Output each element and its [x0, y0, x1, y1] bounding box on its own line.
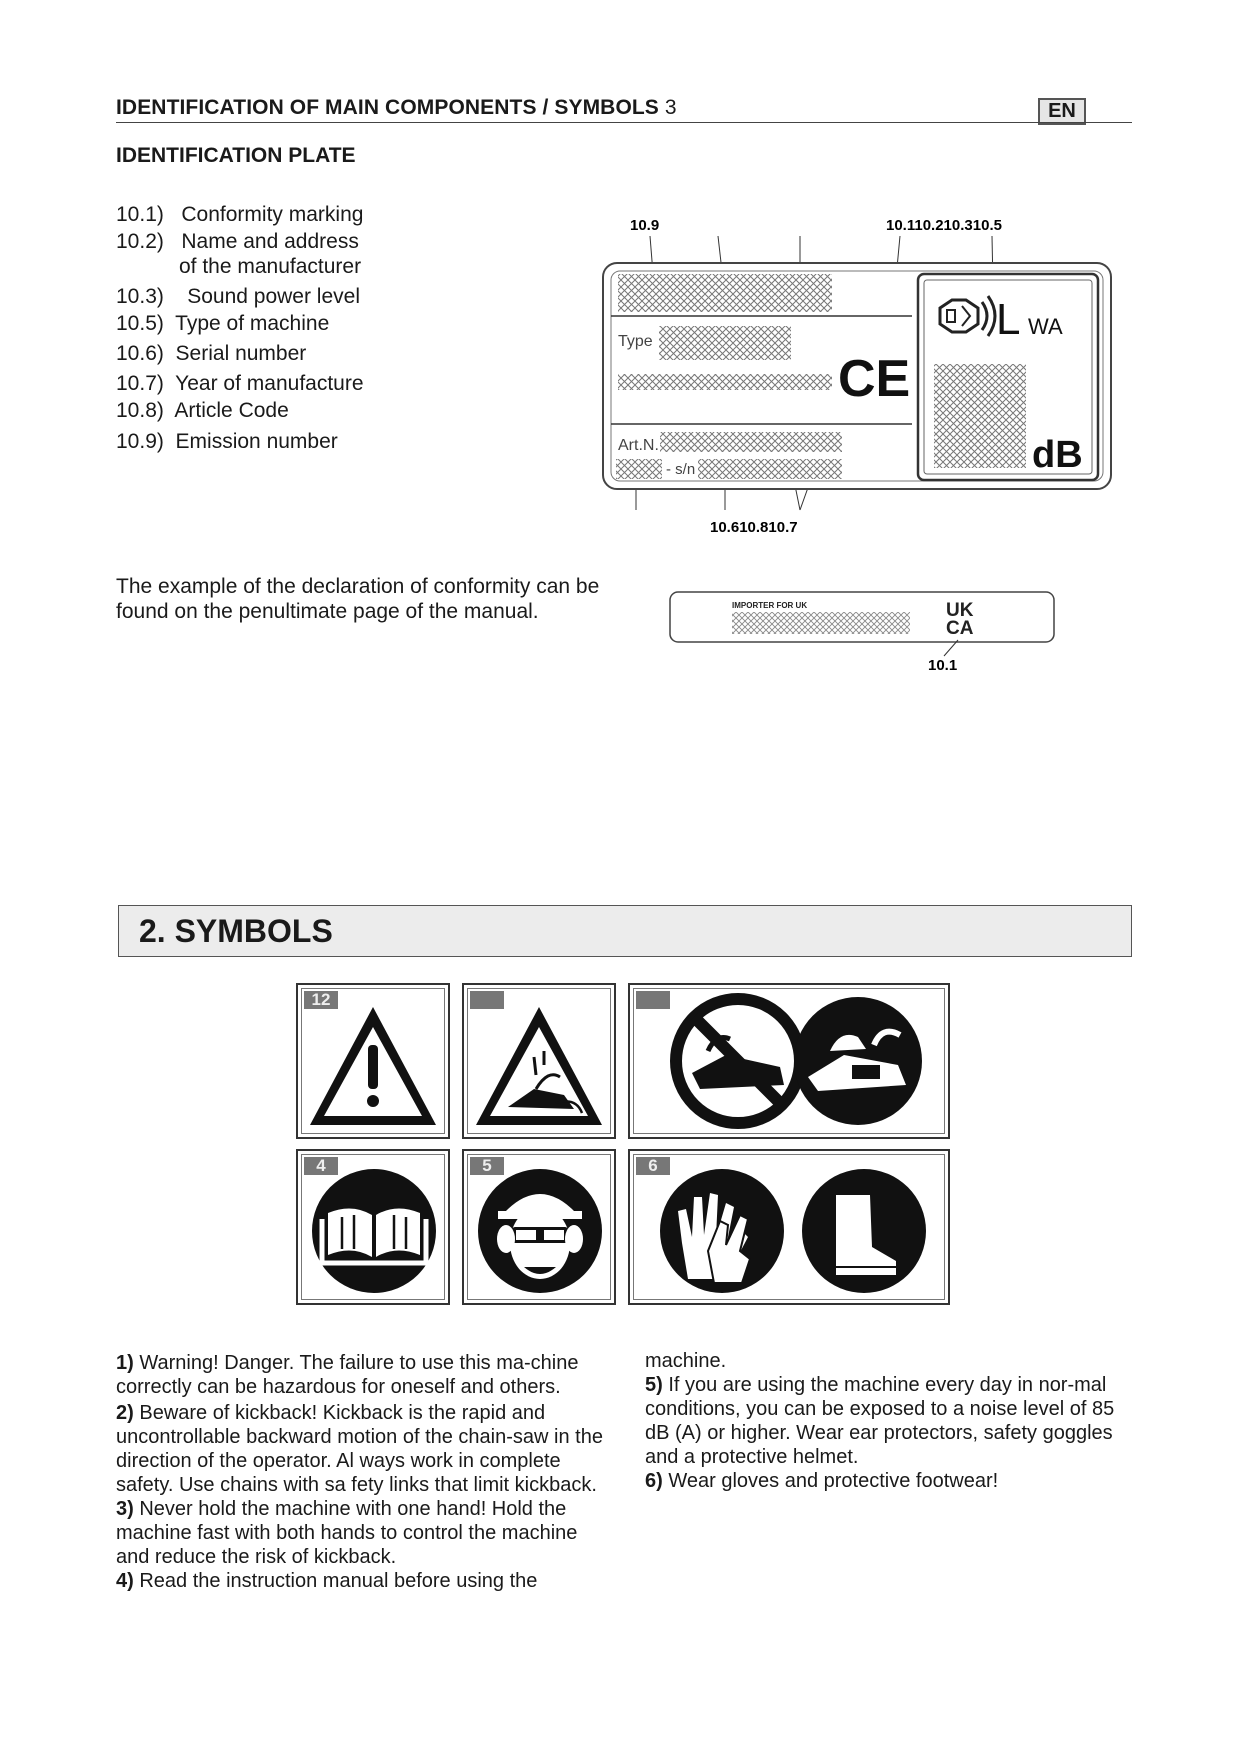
plate-heading: IDENTIFICATION PLATE — [116, 144, 356, 167]
callout-top-right: 10.110.210.310.5 — [886, 217, 1002, 234]
year-field — [616, 459, 662, 479]
uk-importer-plate — [664, 588, 1064, 674]
language-badge: EN — [1038, 98, 1086, 125]
section-title: 2. SYMBOLS — [139, 913, 333, 949]
importer-label: IMPORTER FOR UK — [732, 601, 808, 610]
type-label: Type — [618, 333, 653, 350]
legend-item: 10.3) Sound power level — [116, 285, 360, 308]
symbol-descriptions-right — [645, 1349, 1135, 1493]
tile-number: 4 — [304, 1157, 338, 1175]
tile-number — [470, 991, 504, 1009]
sound-level-field — [934, 364, 1026, 468]
serial-field — [698, 459, 842, 479]
legend-item: 10.7) Year of manufacture — [116, 372, 364, 395]
legend-item: 10.2) Name and address — [116, 230, 359, 253]
type-field — [659, 326, 791, 360]
tile-number — [636, 991, 670, 1009]
one-hand-prohibited-icon — [630, 985, 948, 1137]
page-header — [116, 96, 677, 120]
legend-item: 10.1) Conformity marking — [116, 203, 364, 226]
symbol-tile-two-hands — [628, 983, 950, 1139]
tile-number: 5 — [470, 1157, 504, 1175]
symbol-descriptions-left — [116, 1351, 616, 1593]
plate-legend — [116, 201, 364, 455]
symbol-tile-kickback — [462, 983, 616, 1139]
legend-item-cont: of the manufacturer — [179, 255, 362, 278]
ukca-mark-line2: CA — [946, 618, 974, 639]
article-code-field — [660, 432, 842, 452]
legend-item: 10.6) Serial number — [116, 342, 307, 365]
ukca-mark-line1: UK — [946, 600, 974, 621]
lwa-symbol-l: L — [996, 295, 1021, 344]
description-4-continued: machine. — [645, 1350, 727, 1372]
header-divider — [116, 122, 1132, 123]
symbols-grid — [296, 983, 950, 1305]
description-5: 5) If you are using the machine every day in nor-mal conditions, you can be exposed to a noise level of 85 dB (A) or higher. Wear ear protectors, safety goggles and a protective helmet. — [645, 1374, 1115, 1468]
description-3: 3) Never hold the machine with one hand! Hold the machine fast with both hands to control the machine and reduce the risk of kickback. — [116, 1498, 578, 1568]
symbols-section-header — [118, 905, 1132, 957]
sn-label: - s/n — [666, 461, 696, 478]
symbol-tile-head-protection — [462, 1149, 616, 1305]
db-unit: dB — [1032, 434, 1083, 476]
symbol-tile-manual — [296, 1149, 450, 1305]
emission-field — [618, 374, 832, 390]
tile-number: 6 — [636, 1157, 670, 1175]
callout-10-1: 10.1 — [928, 657, 958, 674]
header-title: IDENTIFICATION OF MAIN COMPONENTS / SYMBOLS — [116, 96, 659, 119]
callout-10-9: 10.9 — [630, 217, 660, 234]
description-4: 4) Read the instruction manual before using the — [116, 1570, 538, 1592]
legend-item: 10.8) Article Code — [116, 399, 289, 422]
symbol-tile-warning — [296, 983, 450, 1139]
description-1: 1) Warning! Danger. The failure to use this ma-chine correctly can be hazardous for oneself and others. — [116, 1352, 579, 1398]
legend-item: 10.5) Type of machine — [116, 312, 330, 335]
callout-bottom: 10.610.810.7 — [710, 519, 798, 536]
legend-item: 10.9) Emission number — [116, 430, 338, 453]
gloves-and-boots-icon — [630, 1151, 948, 1303]
ce-mark: CE — [838, 350, 911, 408]
manufacturer-field — [618, 274, 832, 312]
symbol-tile-gloves-boots — [628, 1149, 950, 1305]
importer-field — [732, 612, 910, 634]
tile-number: 12 — [304, 991, 338, 1009]
identification-plate-diagram — [600, 210, 1140, 540]
description-2: 2) Beware of kickback! Kickback is the rapid and uncontrollable backward motion of the chain-saw in the direction of the operator. Al ways work in complete safety. Use chains with sa fety links that limit kickback. — [116, 1402, 603, 1496]
page-number: 3 — [664, 96, 677, 119]
artn-label: Art.N. — [618, 437, 659, 454]
lwa-symbol-sub: WA — [1028, 314, 1063, 339]
declaration-note: The example of the declaration of conformity can be found on the penultimate page of the manual. — [116, 575, 600, 623]
description-6: 6) Wear gloves and protective footwear! — [645, 1470, 999, 1492]
